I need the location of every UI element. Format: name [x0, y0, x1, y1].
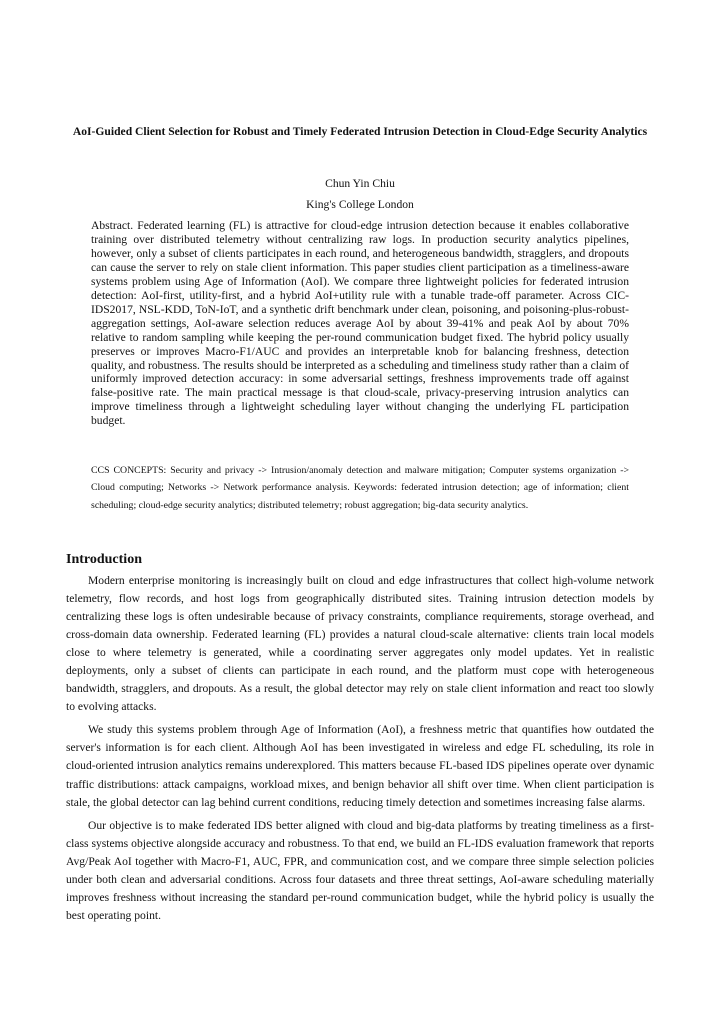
abstract: Abstract. Federated learning (FL) is attractive for cloud-edge intrusion detection because it enables collaborative training over distributed telemetry without centralizing raw logs. In production security analytics pipelines, however, only a subset of clients participates in each round, and heterogeneous bandwidth, stragglers, and dropouts can cause the server to rely on stale client information. This paper studies client participation as a timeliness-aware systems problem using Age of Information (AoI). We compare three lightweight policies for federated intrusion detection: AoI-first, utility-first, and a hybrid AoI+utility rule with a tunable trade-off parameter. Across CIC-IDS2017, NSL-KDD, ToN-IoT, and a synthetic drift benchmark under clean, poisoning, and poisoning-plus-robust-aggregation settings, AoI-aware selection reduces average AoI by about 39-41% and peak AoI by about 70% relative to random sampling while keeping the per-round communication budget fixed. The hybrid policy usually preserves or improves Macro-F1/AUC and provides an interpretable knob for balancing freshness, detection quality, and robustness. The results should be interpreted as a scheduling and timeliness study rather than a claim of uniformly improved detection accuracy: in some adversarial settings, freshness improvements trade off against false-positive rate. The main practical message is that cloud-scale, privacy-preserving intrusion analytics can improve timeliness through a lightweight scheduling layer without changing the underlying FL participation budget. — [91, 219, 629, 428]
author-affiliation: King's College London — [306, 198, 414, 211]
paper-title: AoI-Guided Client Selection for Robust and Timely Federated Intrusion Detection in Cloud-Edge Security Analytics — [72, 125, 648, 138]
introduction-body — [66, 572, 654, 930]
intro-paragraph: Our objective is to make federated IDS better aligned with cloud and big-data platforms by treating timeliness as a first-class systems objective alongside accuracy and robustness. To that end, we build an FL-IDS evaluation framework that reports Avg/Peak AoI together with Macro-F1, AUC, FPR, and communication cost, and we compare three simple selection policies under both clean and adversarial conditions. Across four datasets and three threat settings, AoI-aware scheduling materially improves freshness without increasing the standard per-round communication budget, while the hybrid policy is usually the best operating point. — [66, 818, 654, 922]
ccs-concepts-keywords: CCS CONCEPTS: Security and privacy -> Intrusion/anomaly detection and malware mitigation; Computer systems organization -> Cloud computing; Networks -> Network performance analysis. Keywords: federated intrusion detection; age of information; client scheduling; cloud-edge security analytics; distributed telemetry; robust aggregation; big-data security analytics. — [91, 465, 629, 511]
section-heading-introduction: Introduction — [66, 552, 142, 567]
intro-paragraph: We study this systems problem through Age of Information (AoI), a freshness metric that quantifies how outdated the server's information is for each client. Although AoI has been investigated in wireless and edge FL scheduling, its role in cloud-oriented intrusion analytics remains underexplored. This matters because FL-based IDS pipelines operate over dynamic traffic distributions: attack campaigns, workload mixes, and benign behavior all shift over time. When client participation is stale, the global detector can lag behind current conditions, reducing timely detection and sometimes increasing false alarms. — [66, 723, 654, 809]
author-name: Chun Yin Chiu — [325, 177, 395, 190]
intro-paragraph: Modern enterprise monitoring is increasingly built on cloud and edge infrastructures that collect high-volume network telemetry, flow records, and host logs from geographically distributed sites. Training intrusion detection models by centralizing these logs is often undesirable because of privacy constraints, compliance requirements, storage overhead, and cross-domain data ownership. Federated learning (FL) provides a natural cloud-scale alternative: clients train local models close to where telemetry is generated, while a coordinating server aggregates only model updates. Yet in realistic deployments, only a subset of clients can participate in each round, and the platform must cope with heterogeneous bandwidth, stragglers, and dropouts. As a result, the global detector may rely on stale client information and react too slowly to evolving attacks. — [66, 574, 654, 714]
